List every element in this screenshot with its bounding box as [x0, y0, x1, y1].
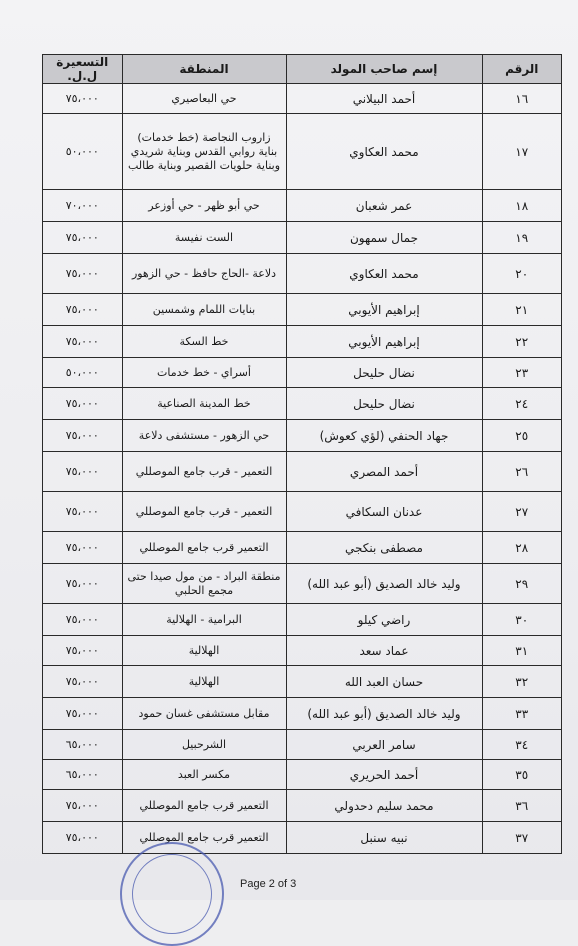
- table-row: [43, 222, 562, 254]
- header-num: الرقم: [482, 55, 562, 84]
- cell-owner: وليد خالد الصديق (أبو عبد الله): [286, 564, 482, 604]
- cell-num: ٢٠: [482, 254, 562, 294]
- cell-num: ٢٥: [482, 420, 562, 452]
- cell-num: ٣٠: [482, 604, 562, 636]
- cell-price: ٧٥،٠٠٠: [43, 636, 123, 666]
- cell-price: ٧٠،٠٠٠: [43, 190, 123, 222]
- cell-num: ٢٣: [482, 358, 562, 388]
- cell-num: ٢٩: [482, 564, 562, 604]
- table-row: [43, 666, 562, 698]
- cell-owner: إبراهيم الأيوبي: [286, 326, 482, 358]
- cell-num: ٢٨: [482, 532, 562, 564]
- table-row: [43, 294, 562, 326]
- cell-owner: نضال حليحل: [286, 388, 482, 420]
- page-number: Page 2 of 3: [240, 878, 297, 890]
- cell-num: ٣٢: [482, 666, 562, 698]
- table-row: [43, 822, 562, 854]
- table-row: [43, 492, 562, 532]
- table-row: [43, 254, 562, 294]
- cell-owner: إبراهيم الأيوبي: [286, 294, 482, 326]
- official-seal-icon: [120, 842, 224, 946]
- cell-owner: عمر شعبان: [286, 190, 482, 222]
- cell-price: ٦٥،٠٠٠: [43, 730, 123, 760]
- cell-area: أسراي - خط خدمات: [122, 358, 286, 388]
- cell-owner: سامر العربي: [286, 730, 482, 760]
- cell-owner: مصطفى بنكجي: [286, 532, 482, 564]
- cell-price: ٧٥،٠٠٠: [43, 822, 123, 854]
- cell-price: ٧٥،٠٠٠: [43, 564, 123, 604]
- cell-price: ٧٥،٠٠٠: [43, 452, 123, 492]
- cell-owner: نضال حليحل: [286, 358, 482, 388]
- cell-area: الست نفيسة: [122, 222, 286, 254]
- cell-price: ٧٥،٠٠٠: [43, 492, 123, 532]
- cell-num: ١٧: [482, 114, 562, 190]
- cell-area: بنايات اللمام وشمسين: [122, 294, 286, 326]
- cell-area: حي البعاصيري: [122, 84, 286, 114]
- cell-price: ٧٥،٠٠٠: [43, 532, 123, 564]
- cell-area: حي الزهور - مستشفى دلاعة: [122, 420, 286, 452]
- cell-owner: أحمد المصري: [286, 452, 482, 492]
- cell-num: ٣٥: [482, 760, 562, 790]
- cell-owner: عماد سعد: [286, 636, 482, 666]
- cell-price: ٧٥،٠٠٠: [43, 326, 123, 358]
- cell-num: ٢٤: [482, 388, 562, 420]
- cell-area: الهلالية: [122, 636, 286, 666]
- cell-num: ٢١: [482, 294, 562, 326]
- table-row: [43, 84, 562, 114]
- cell-owner: نبيه سنبل: [286, 822, 482, 854]
- table-row: [43, 636, 562, 666]
- cell-area: خط السكة: [122, 326, 286, 358]
- cell-area: زاروب النجاصة (خط خدمات) بناية روابي القدس وبناية شريدي وبناية حلويات القصير وبناية طالب: [122, 114, 286, 190]
- cell-area: دلاعة -الحاج حافظ - حي الزهور: [122, 254, 286, 294]
- table-row: [43, 420, 562, 452]
- cell-area: منطقة البراد - من مول صيدا حتى مجمع الحلبي: [122, 564, 286, 604]
- cell-num: ٣٧: [482, 822, 562, 854]
- cell-owner: أحمد البيلاني: [286, 84, 482, 114]
- cell-area: التعمير قرب جامع الموصللي: [122, 532, 286, 564]
- cell-owner: راضي كيلو: [286, 604, 482, 636]
- cell-owner: محمد سليم دحدولي: [286, 790, 482, 822]
- cell-num: ٣٤: [482, 730, 562, 760]
- cell-price: ٧٥،٠٠٠: [43, 84, 123, 114]
- cell-area: البرامية - الهلالية: [122, 604, 286, 636]
- table-row: [43, 532, 562, 564]
- cell-area: الهلالية: [122, 666, 286, 698]
- cell-owner: وليد خالد الصديق (أبو عبد الله): [286, 698, 482, 730]
- table-row: [43, 604, 562, 636]
- cell-price: ٧٥،٠٠٠: [43, 790, 123, 822]
- table-row: [43, 790, 562, 822]
- cell-price: ٥٠،٠٠٠: [43, 358, 123, 388]
- table-row: [43, 760, 562, 790]
- cell-price: ٧٥،٠٠٠: [43, 254, 123, 294]
- cell-num: ٢٢: [482, 326, 562, 358]
- table-row: [43, 698, 562, 730]
- cell-area: مكسر العبد: [122, 760, 286, 790]
- cell-price: ٧٥،٠٠٠: [43, 698, 123, 730]
- cell-owner: محمد العكاوي: [286, 114, 482, 190]
- table-row: [43, 730, 562, 760]
- cell-num: ١٩: [482, 222, 562, 254]
- cell-price: ٥٠،٠٠٠: [43, 114, 123, 190]
- cell-price: ٧٥،٠٠٠: [43, 388, 123, 420]
- cell-owner: محمد العكاوي: [286, 254, 482, 294]
- table-row: [43, 114, 562, 190]
- cell-area: التعمير - قرب جامع الموصللي: [122, 452, 286, 492]
- cell-owner: عدنان السكافي: [286, 492, 482, 532]
- table-row: [43, 326, 562, 358]
- cell-area: التعمير قرب جامع الموصللي: [122, 790, 286, 822]
- cell-num: ١٨: [482, 190, 562, 222]
- table-row: [43, 388, 562, 420]
- cell-num: ٣٦: [482, 790, 562, 822]
- header-owner: إسم صاحب المولد: [286, 55, 482, 84]
- cell-area: التعمير قرب جامع الموصللي: [122, 822, 286, 854]
- cell-owner: حسان العبد الله: [286, 666, 482, 698]
- generators-table: [42, 54, 562, 854]
- cell-area: التعمير - قرب جامع الموصللي: [122, 492, 286, 532]
- cell-num: ٣١: [482, 636, 562, 666]
- table-row: [43, 190, 562, 222]
- cell-price: ٧٥،٠٠٠: [43, 666, 123, 698]
- table-header-row: [43, 55, 562, 84]
- cell-price: ٦٥،٠٠٠: [43, 760, 123, 790]
- cell-area: مقابل مستشفى غسان حمود: [122, 698, 286, 730]
- cell-price: ٧٥،٠٠٠: [43, 222, 123, 254]
- header-price: التسعيرة ل.ل.: [43, 55, 123, 84]
- header-area: المنطقة: [122, 55, 286, 84]
- cell-area: حي أبو ظهر - حي أوزعر: [122, 190, 286, 222]
- table-row: [43, 452, 562, 492]
- cell-owner: جمال سمهون: [286, 222, 482, 254]
- cell-price: ٧٥،٠٠٠: [43, 604, 123, 636]
- table-row: [43, 358, 562, 388]
- cell-area: الشرحبيل: [122, 730, 286, 760]
- cell-owner: جهاد الحنفي (لؤي كعوش): [286, 420, 482, 452]
- cell-price: ٧٥،٠٠٠: [43, 420, 123, 452]
- cell-price: ٧٥،٠٠٠: [43, 294, 123, 326]
- cell-area: خط المدينة الصناعية: [122, 388, 286, 420]
- cell-num: ٣٣: [482, 698, 562, 730]
- cell-num: ١٦: [482, 84, 562, 114]
- cell-owner: أحمد الحريري: [286, 760, 482, 790]
- cell-num: ٢٧: [482, 492, 562, 532]
- table-row: [43, 564, 562, 604]
- cell-num: ٢٦: [482, 452, 562, 492]
